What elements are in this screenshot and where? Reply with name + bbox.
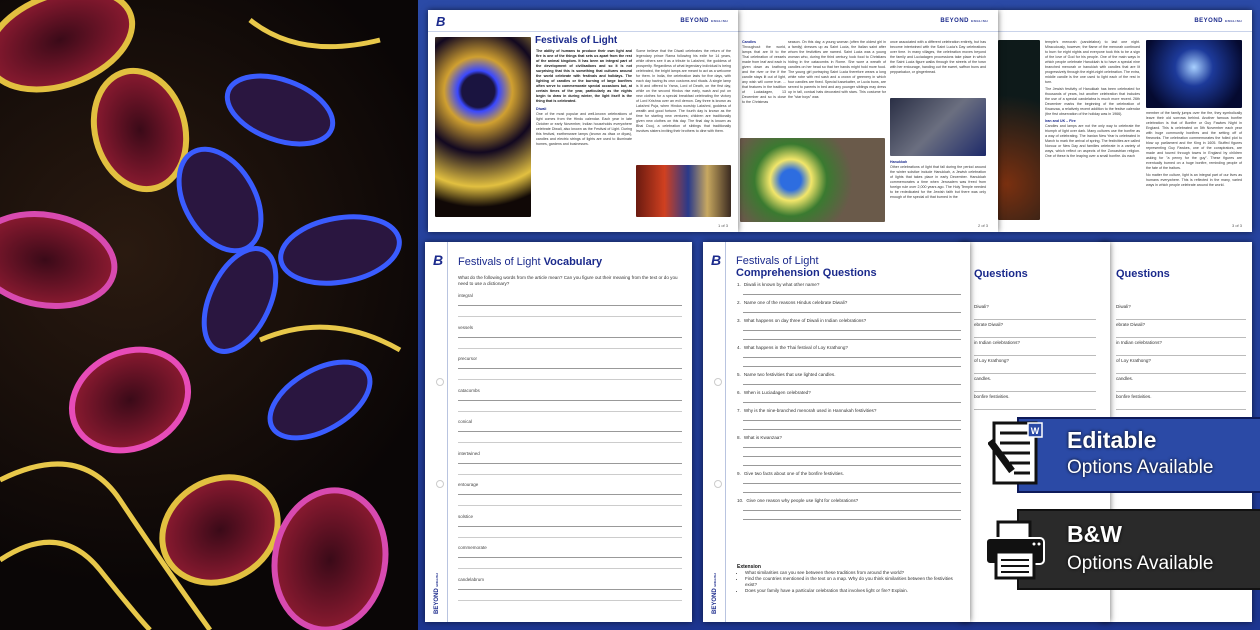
punch-hole bbox=[436, 480, 444, 488]
extension-section bbox=[737, 564, 961, 594]
vocabulary-word-row[interactable]: integral bbox=[458, 293, 682, 325]
question-text bbox=[737, 345, 961, 350]
answer-line[interactable] bbox=[743, 312, 961, 313]
question-number: 3. bbox=[737, 318, 741, 323]
article-page-3 bbox=[998, 10, 1252, 232]
guy-fawkes-paragraph: member of the family jumps over the fire, they symbolically leave their old sorrows behind. Another famous bonfire celebration is that of Bonfire or Guy Fawkes Night in England. This is celebrated on 5th November each year with huge community bonfires and the setting off of fireworks. The celebration commemorates the foiled plot to blow up parliament and the King in 1605. Stuffed figures representing Guy Fawkes, one of the conspirators, are made and toured through towns in England by children asking for "a penny for the guy". These figures are eventually burned on a huge bonfire, reminding people of the fate of the traitors. bbox=[1146, 111, 1242, 170]
question-item bbox=[737, 390, 961, 403]
side-brand-logo: BEYOND ENGLISH bbox=[434, 573, 440, 614]
question-fragment: ebrate Diwali? bbox=[1116, 320, 1246, 338]
vocabulary-word-row[interactable]: commemorate bbox=[458, 545, 682, 577]
question-fragment: in Indian celebrations? bbox=[974, 338, 1096, 356]
question-item bbox=[737, 408, 961, 430]
fire-heading: Iran and UK – Fire bbox=[1045, 119, 1076, 123]
question-item bbox=[737, 498, 961, 520]
light-decorations-image bbox=[0, 0, 418, 630]
question-fragment: in Indian celebrations? bbox=[1116, 338, 1246, 356]
saint-lucia-paragraph: season. On this day, a young woman (often the oldest girl in a family) dresses up as Saint Lucia, the Italian saint after whom the festivities are named. Saint Lucia was a young woman who, during the third century, took food to Christians hiding in the catacombs in Rome. She wore a wreath of candles on her head so that her hands might hold more food. The young girl portraying Saint Lucia therefore wears a long white robe with red sash and a crown of greenery in which four candles are fixed. Special lussekatter, or Lucia buns, are served to parents in bed and any younger siblings may dress up in tall, conical hats decorated with stars. This costume for the "star boys" was bbox=[788, 40, 886, 99]
editable-subtitle: Options Available bbox=[1067, 457, 1214, 478]
question-text bbox=[737, 408, 961, 413]
menorah-paragraph: temple's menorah (candelabra) to last one night. Miraculously, however, the flame of the menorah continued to burn for eight nights and everyone took this to be a sign of the love of God for his people. One of the main ways in which people celebrate Hanukkah is to have a special nine branched menorah or hanukiah with candles that are lit progressively through the eight-night celebration. The extra, middle candle is the one used to light each of the rest in turn. bbox=[1045, 40, 1140, 84]
diwali-paragraph-continued: Some believe that the Diwali celebrates the return of the legendary prince Rama following his exile for 14 years, while others see it as a tribute to Lakshmi, the goddess of prosperity. Regardless of what legendary individual is being celebrated, the bright lamps are meant to act as a welcome for them. In India, the celebration lasts for five days, with each day having its own customs and rituals. A single lamp is lit and offered to Yama, Lord of Death, on the first day, while on the second Hindus rise early, wash and put on new clothes for a special breakfast celebrating the victory of Lord Krishna over an evil demon. Day three is known as Lakshmi Puja, when Hindus worship Lakshmi, goddess of wealth and good fortune. The fourth day is known as the time for starting new ventures; children are traditionally given new clothes on this day. The final day is known as Bhai Dooj, a celebration of siblings that traditionally involves sisters inviting their brothers to dine with them. bbox=[636, 49, 731, 133]
question-label: Give two facts about one of the bonfire festivities. bbox=[743, 471, 844, 476]
question-fragment: of Loy Krathong? bbox=[1116, 356, 1246, 374]
question-fragment: candles. bbox=[974, 374, 1096, 392]
vocabulary-word-row[interactable]: entourage bbox=[458, 482, 682, 514]
worksheet-title: Questions bbox=[1116, 268, 1170, 280]
answer-line[interactable] bbox=[743, 492, 961, 493]
question-fragments bbox=[1116, 302, 1246, 410]
closing-paragraph: No matter the culture, light is an integral part of our lives as humans everywhere. This is reflected in the many, varied ways in which people celebrate around the world. bbox=[1146, 173, 1242, 187]
editable-options-banner bbox=[1017, 417, 1260, 493]
hanukkah-heading: Hanukkah bbox=[890, 160, 908, 164]
answer-line[interactable] bbox=[743, 330, 961, 331]
side-brand-logo: BEYOND ENGLISH bbox=[712, 573, 718, 614]
worksheet-title: Questions bbox=[974, 268, 1028, 280]
answer-line[interactable] bbox=[743, 339, 961, 340]
answer-line[interactable] bbox=[743, 483, 961, 484]
question-number: 10. bbox=[737, 498, 744, 503]
extension-item: • Does your family have a particular celebration that involves light or fire? Explain. bbox=[745, 588, 961, 594]
question-item bbox=[737, 372, 961, 385]
vocabulary-word-row[interactable]: intertwined bbox=[458, 451, 682, 483]
answer-line[interactable] bbox=[743, 510, 961, 511]
bonfire-image bbox=[998, 40, 1040, 220]
vocabulary-word-row[interactable]: conical bbox=[458, 419, 682, 451]
question-text bbox=[737, 282, 961, 287]
question-text bbox=[737, 372, 961, 377]
question-item bbox=[737, 300, 961, 313]
hanukkah-paragraph: Other celebrations of light that fall during the period around the winter solstice include Hanukkah, a Jewish celebration of lights that takes place in early December. Hanukkah commemorates a time when Jerusalem was freed from foreign rule over 2,000 years ago. The Holy Temple needed to be rededicated for the Jewish faith but there was only enough of the special oil that burned in the bbox=[890, 165, 986, 199]
diwali-lights-image bbox=[435, 37, 531, 217]
diwali-heading: Diwali bbox=[536, 107, 547, 111]
question-text bbox=[737, 498, 961, 503]
question-label: When is Luciadagen celebrated? bbox=[743, 390, 811, 395]
page-number: 3 of 3 bbox=[1231, 223, 1242, 228]
question-fragment: Diwali? bbox=[1116, 302, 1246, 320]
page-number: 1 of 3 bbox=[717, 223, 728, 228]
article-page-1 bbox=[428, 10, 738, 232]
article-title: Festivals of Light bbox=[535, 35, 618, 46]
question-number: 6. bbox=[737, 390, 741, 395]
question-label: Diwali is known by what other name? bbox=[743, 282, 820, 287]
beyond-logo-icon: B bbox=[436, 14, 446, 29]
question-text bbox=[737, 390, 961, 395]
candles-heading: Candles bbox=[742, 40, 756, 44]
question-label: What is Kwanzaa? bbox=[743, 435, 782, 440]
vocabulary-word-row[interactable]: candelabrum bbox=[458, 577, 682, 609]
question-fragments bbox=[974, 302, 1096, 410]
vocabulary-word-row[interactable]: vessels bbox=[458, 325, 682, 357]
question-fragment: bonfire festivities. bbox=[1116, 392, 1246, 410]
candles-paragraph: Throughout the world, lamps that are lit to the Thai celebration of vessels made from leaf and each is given down as krathong and the river or the if the candle stays lit out of light, any wish will come true. ... that features in the tradition of Luciadagen, 13 December and so is close to the Christmas bbox=[742, 45, 786, 104]
answer-line[interactable] bbox=[743, 402, 961, 403]
printer-icon bbox=[984, 520, 1046, 580]
intro-paragraph: The ability of humans to produce their own light and fire is one of the things that sets us apart from the rest of the animal kingdom. It has been an integral part of the development of civilisations and so it is not surprising that this is something that cultures around the world celebrate with festivals and holidays. The lighting of candles or the burning of large bonfires often serve to commemorate special occasions but, at certain times of the year, particularly as the nights begin to draw in during winter, the light itself is the thing that is celebrated. bbox=[536, 49, 632, 103]
vocabulary-word-row[interactable]: precursor bbox=[458, 356, 682, 388]
luciadagen-paragraph: once associated with a different celebration entirely, but has become intertwined with the Saint Lucia's Day celebrations over time. In many villages, the celebration moves beyond the family and Luciadagen processions take place in which the Saint Lucia figure walks through the streets of the town with her entourage, handing out the sweet, saffron buns and pepparkakor, or gingerbread. bbox=[890, 40, 986, 74]
krathong-image bbox=[740, 138, 885, 222]
question-fragment: Diwali? bbox=[974, 302, 1096, 320]
question-item bbox=[737, 471, 961, 493]
bw-title: B&W bbox=[1067, 521, 1122, 547]
fireworks-image bbox=[1146, 40, 1242, 108]
editable-title: Editable bbox=[1067, 427, 1157, 453]
question-number: 9. bbox=[737, 471, 741, 476]
festival-lights-photo bbox=[0, 0, 418, 630]
punch-hole bbox=[714, 378, 722, 386]
vocabulary-title: Festivals of Light Vocabulary bbox=[458, 256, 603, 268]
vocabulary-list bbox=[458, 293, 682, 608]
question-number: 5. bbox=[737, 372, 741, 377]
answer-line[interactable] bbox=[743, 294, 961, 295]
question-label: What happens on day three of Diwali in Indian celebrations? bbox=[743, 318, 867, 323]
diwali-paragraph: One of the most popular and well-known celebrations of light comes from the Hindu calendar. Each year in late October or early November, Indian households everywhere celebrate Diwali, also known as the Festival of Light. During this festival, earthenware lamps (known as diwa or diyas), candles and electric strings of lights are used to illuminate homes, gardens and businesses. bbox=[536, 112, 632, 146]
menorah-image bbox=[890, 98, 986, 156]
question-number: 4. bbox=[737, 345, 741, 350]
question-number: 7. bbox=[737, 408, 741, 413]
comprehension-worksheet bbox=[703, 242, 970, 622]
question-text bbox=[737, 471, 961, 476]
beyond-logo-icon: B bbox=[433, 252, 444, 268]
answer-line[interactable] bbox=[743, 366, 961, 367]
answer-line[interactable] bbox=[743, 519, 961, 520]
extension-heading: Extension bbox=[737, 564, 761, 570]
answer-line[interactable] bbox=[743, 357, 961, 358]
question-fragment: ebrate Diwali? bbox=[974, 320, 1096, 338]
question-number: 1. bbox=[737, 282, 741, 287]
answer-line[interactable] bbox=[743, 429, 961, 430]
question-number: 8. bbox=[737, 435, 741, 440]
word-document-edit-icon bbox=[988, 421, 1044, 487]
vocabulary-word-row[interactable]: solstice bbox=[458, 514, 682, 546]
answer-line[interactable] bbox=[743, 447, 961, 448]
question-fragment: bonfire festivities. bbox=[974, 392, 1096, 410]
question-label: Give one reason why people use light for celebrations? bbox=[746, 498, 859, 503]
fire-paragraph: Candles and lamps are not the only way to celebrate the triumph of light over dark. Many cultures use the bonfire as a way of celebrating. The Iranian New Year is celebrated in March to mark the arrival of spring. The festivities are called Norouz or New Day and families celebrate in a variety of ways, which reflect on aspects of the Zoroastrian religion. One of these is the leaping over a small bonfire. As each bbox=[1045, 124, 1141, 158]
extension-item: • Find the countries mentioned in the text on a map. Why do you think similarities between the festivities exist? bbox=[745, 576, 961, 588]
brand-logo: BEYOND ENGLISH bbox=[1194, 18, 1242, 24]
page-number: 2 of 3 bbox=[977, 223, 988, 228]
question-text bbox=[737, 435, 961, 440]
vocabulary-worksheet bbox=[425, 242, 692, 622]
question-item bbox=[737, 318, 961, 340]
brand-logo: BEYOND ENGLISH bbox=[680, 18, 728, 24]
question-fragment: candles. bbox=[1116, 374, 1246, 392]
question-fragment: of Loy Krathong? bbox=[974, 356, 1096, 374]
beyond-logo-icon: B bbox=[711, 252, 722, 268]
answer-line[interactable] bbox=[743, 465, 961, 466]
vocabulary-instructions: What do the following words from the article mean? Can you figure out their meaning from the text or do you need to use a dictionary? bbox=[458, 275, 678, 286]
answer-line[interactable] bbox=[743, 456, 961, 457]
question-item bbox=[737, 435, 961, 466]
question-list bbox=[737, 282, 961, 525]
extension-item: • What similarities can you see between these traditions from around the world? bbox=[745, 570, 961, 576]
question-label: Name one of the reasons Hindus celebrate Diwali? bbox=[743, 300, 848, 305]
question-label: What happens in the Thai festival of Loy Krathong? bbox=[743, 345, 848, 350]
punch-hole bbox=[714, 480, 722, 488]
word-badge: W bbox=[1030, 426, 1040, 436]
article-page-2 bbox=[738, 10, 998, 232]
question-text bbox=[737, 300, 961, 305]
question-label: Why is the nine-branched menorah used in Hannukah festivities? bbox=[743, 408, 877, 413]
question-text bbox=[737, 318, 961, 323]
answer-line[interactable] bbox=[743, 420, 961, 421]
answer-line[interactable] bbox=[743, 384, 961, 385]
question-item bbox=[737, 282, 961, 295]
punch-hole bbox=[436, 378, 444, 386]
lanterns-image bbox=[636, 165, 731, 217]
bw-options-banner bbox=[1017, 509, 1260, 590]
question-item bbox=[737, 345, 961, 367]
comprehension-title: Festivals of Light Comprehension Questions bbox=[736, 255, 877, 279]
question-number: 2. bbox=[737, 300, 741, 305]
question-label: Name two festivities that use lighted candles. bbox=[743, 372, 836, 377]
vocabulary-word-row[interactable]: catacombs bbox=[458, 388, 682, 420]
bw-subtitle: Options Available bbox=[1067, 553, 1214, 574]
brand-logo: BEYOND ENGLISH bbox=[940, 18, 988, 24]
kwanzaa-paragraph: The Jewish festivity of Hanukkah has been celebrated for thousands of years, but another celebration that includes the use of a special candelabra is much more recent. 26th December marks the beginning of the celebration of Kwanzaa, a relatively recent addition to the festive calendar (the first observation of the holiday was in 1966). bbox=[1045, 87, 1140, 116]
